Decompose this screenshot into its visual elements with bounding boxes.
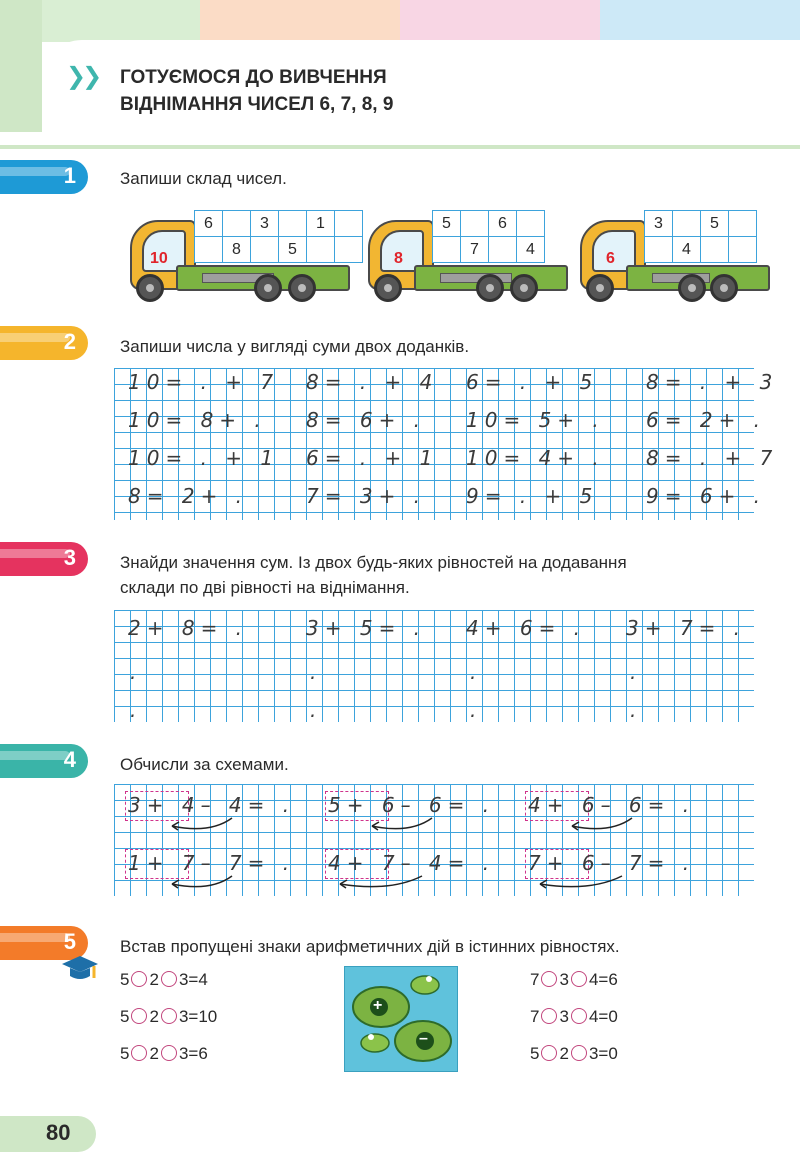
blank-circle[interactable] bbox=[161, 971, 177, 987]
truck-number: 8 bbox=[394, 250, 403, 267]
blank-circle[interactable] bbox=[571, 1045, 587, 1061]
truck-2: 8 5 6 7 4 bbox=[366, 210, 586, 304]
task-2-r3-c1: 10= . + 1 bbox=[128, 446, 280, 470]
task-4-r1-c2: 5+ 6– 6= . bbox=[328, 793, 496, 817]
curved-arrow-icon bbox=[560, 816, 640, 836]
dot-marker: . bbox=[310, 660, 317, 684]
task-3-sum-1: 2+ 8= . bbox=[128, 616, 249, 640]
task-5-eq-left-2: 5 2 3=10 bbox=[120, 1007, 218, 1026]
task-4-r2-c1: 1+ 7– 7= . bbox=[128, 851, 296, 875]
task-5-eq-right-2: 7 3 4=0 bbox=[530, 1007, 618, 1026]
task-4-r1-c1: 3+ 4– 4= . bbox=[128, 793, 296, 817]
task-2-r1-c4: 8= . + 3 bbox=[646, 370, 779, 394]
task-4-r2-c3: 7+ 6– 7= . bbox=[528, 851, 696, 875]
strip-pink bbox=[400, 0, 600, 42]
dot-marker: . bbox=[130, 660, 137, 684]
task-3-sum-3: 4+ 6= . bbox=[466, 616, 587, 640]
task-number-3: 3 bbox=[0, 542, 88, 576]
truck-number: 10 bbox=[150, 250, 168, 267]
blank-circle[interactable] bbox=[161, 1008, 177, 1024]
curved-arrow-icon bbox=[160, 816, 240, 836]
header-divider bbox=[0, 145, 800, 149]
task-4-r2-c2: 4+ 7– 4= . bbox=[328, 851, 496, 875]
task-5-eq-left-1: 5 2 3=4 bbox=[120, 970, 208, 989]
left-green-block bbox=[0, 0, 42, 132]
task-2-r4-c2: 7= 3+ . bbox=[306, 484, 427, 508]
task-2-r4-c1: 8= 2+ . bbox=[128, 484, 249, 508]
curved-arrow-icon bbox=[530, 874, 630, 894]
blank-circle[interactable] bbox=[131, 1008, 147, 1024]
task-2-r3-c2: 6= . + 1 bbox=[306, 446, 439, 470]
task-3-text bbox=[120, 550, 627, 600]
curved-arrow-icon bbox=[360, 816, 440, 836]
minus-sign: – bbox=[419, 1030, 428, 1047]
title-line-2: ВІДНІМАННЯ ЧИСЕЛ 6, 7, 8, 9 bbox=[120, 94, 394, 115]
task-2-r2-c4: 6= 2+ . bbox=[646, 408, 767, 432]
page-number: 80 bbox=[46, 1120, 71, 1145]
truck-3: 6 3 5 4 bbox=[578, 210, 798, 304]
dot-marker: . bbox=[310, 698, 317, 722]
task-3-sum-4: 3+ 7= . bbox=[626, 616, 747, 640]
truck-number: 6 bbox=[606, 250, 615, 267]
task-number-4: 4 bbox=[0, 744, 88, 778]
task-2-r3-c4: 8= . + 7 bbox=[646, 446, 779, 470]
task-2-text: Запиши числа у вигляді суми двох доданків. bbox=[120, 337, 470, 356]
top-color-strip bbox=[0, 0, 800, 42]
task-2-r1-c1: 10= . + 7 bbox=[128, 370, 280, 394]
task-2-r2-c2: 8= 6+ . bbox=[306, 408, 427, 432]
task-5-text: Встав пропущені знаки арифметичних дій в істинних рівностях. bbox=[120, 937, 620, 956]
task-2-r4-c3: 9= . + 5 bbox=[466, 484, 599, 508]
task-2-r2-c3: 10= 5+ . bbox=[466, 408, 605, 432]
task-5-eq-right-3: 5 2 3=0 bbox=[530, 1044, 618, 1063]
curved-arrow-icon bbox=[160, 874, 240, 894]
task-4-text: Обчисли за схемами. bbox=[120, 755, 289, 774]
strip-orange bbox=[200, 0, 400, 42]
blank-circle[interactable] bbox=[131, 971, 147, 987]
title-line-1: ГОТУЄМОСЯ ДО ВИВЧЕННЯ bbox=[120, 67, 387, 88]
frogs-illustration bbox=[344, 966, 458, 1072]
blank-circle[interactable] bbox=[541, 971, 557, 987]
task-5-eq-right-1: 7 3 4=6 bbox=[530, 970, 618, 989]
task-3-text-line-1: Знайди значення сум. Із двох будь-яких рівностей на додавання bbox=[120, 553, 627, 572]
frog-icon bbox=[345, 967, 457, 1071]
cell: 6 bbox=[195, 211, 223, 237]
task-3-sum-2: 3+ 5= . bbox=[306, 616, 427, 640]
double-chevron-icon: ❯❯ bbox=[66, 62, 99, 90]
dot-marker: . bbox=[630, 660, 637, 684]
page-title bbox=[120, 64, 393, 118]
dot-marker: . bbox=[630, 698, 637, 722]
task-2-r4-c4: 9= 6+ . bbox=[646, 484, 767, 508]
task-1-text: Запиши склад чисел. bbox=[120, 169, 287, 188]
dot-marker: . bbox=[470, 698, 477, 722]
blank-circle[interactable] bbox=[541, 1008, 557, 1024]
task-2-r1-c2: 8= . + 4 bbox=[306, 370, 439, 394]
task-5-eq-left-3: 5 2 3=6 bbox=[120, 1044, 208, 1063]
task-number-5: 5 bbox=[0, 926, 88, 960]
task-3-text-line-2: склади по дві рівності на віднімання. bbox=[120, 578, 410, 597]
truck-1: 10 6 3 1 8 5 bbox=[128, 210, 348, 304]
blank-circle[interactable] bbox=[571, 971, 587, 987]
strip-blue bbox=[600, 0, 800, 42]
curved-arrow-icon bbox=[330, 874, 430, 894]
task-number-1: 1 bbox=[0, 160, 88, 194]
dot-marker: . bbox=[470, 660, 477, 684]
blank-circle[interactable] bbox=[541, 1045, 557, 1061]
task-2-r3-c3: 10= 4+ . bbox=[466, 446, 605, 470]
task-2-r2-c1: 10= 8+ . bbox=[128, 408, 267, 432]
blank-circle[interactable] bbox=[571, 1008, 587, 1024]
blank-circle[interactable] bbox=[161, 1045, 177, 1061]
blank-circle[interactable] bbox=[131, 1045, 147, 1061]
dot-marker: . bbox=[130, 698, 137, 722]
task-2-r1-c3: 6= . + 5 bbox=[466, 370, 599, 394]
graduation-cap-icon bbox=[60, 954, 100, 984]
plus-sign: + bbox=[373, 997, 383, 1014]
task-number-2: 2 bbox=[0, 326, 88, 360]
task-4-r1-c3: 4+ 6– 6= . bbox=[528, 793, 696, 817]
